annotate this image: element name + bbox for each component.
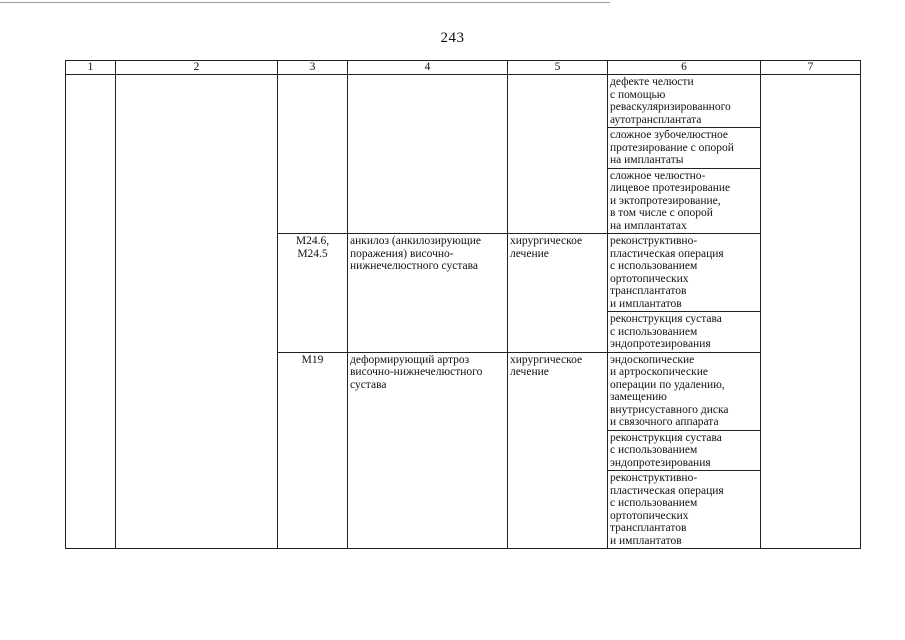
disease-code-cell (278, 75, 348, 234)
cell-line: сложное зубочелюстное (610, 129, 728, 141)
cell-line: с использованием (610, 497, 698, 509)
table-row (66, 75, 861, 128)
column-number: 4 (348, 61, 508, 75)
cell-line: лицевое протезирование (610, 182, 731, 194)
cell-line: эндопротезирования (610, 338, 711, 350)
cell-line: дефекте челюсти (610, 76, 694, 88)
cell-line: с использованием (610, 260, 698, 272)
treatment-type-cell (508, 234, 608, 353)
treatment-method-cell (608, 430, 761, 471)
cell-line: M24.5 (297, 247, 328, 260)
cell-line: трансплантатов (610, 522, 687, 534)
cell-line: реконструкция сустава (610, 431, 722, 444)
disease-code-cell (278, 352, 348, 549)
cell-line: пластическая операция (610, 247, 724, 260)
cell-line: в том числе с опорой (610, 207, 713, 219)
cell-line: и артроскопические (610, 366, 708, 378)
cell-line: нижнечелюстного сустава (350, 260, 478, 272)
cell-line: замещению (610, 391, 667, 403)
cell-line: реконструктивно- (610, 472, 698, 484)
cell-line: аутотрансплантата (610, 113, 702, 126)
medical-care-table (65, 60, 861, 549)
cell-line: анкилоз (анкилозирующие (350, 235, 481, 247)
cell-line: эндопротезирования (610, 456, 711, 469)
cell-line: хирургическое (510, 235, 583, 247)
cell-line: сложное челюстно- (610, 169, 706, 182)
cell-line: и связочного аппарата (610, 416, 719, 428)
treatment-method-cell (608, 234, 761, 312)
cell-line: с использованием (610, 444, 698, 456)
cell-line: и эктопротезирование, (610, 194, 721, 207)
page-number: 243 (440, 30, 465, 46)
treatment-method-cell (608, 312, 761, 353)
cell-line: деформирующий артроз (350, 353, 470, 366)
cell-line: височно-нижнечелюстного (350, 366, 483, 378)
cell-line: M24.6, (295, 235, 330, 247)
cell-line: поражения) височно- (350, 247, 454, 260)
treatment-method-cell (608, 128, 761, 169)
page-top-rule (0, 2, 610, 3)
cell-line: внутрисуставного диска (610, 403, 729, 416)
col7-cell (761, 75, 861, 549)
column-number: 5 (508, 61, 608, 75)
treatment-method-cell (608, 352, 761, 430)
cell-line: протезирование с опорой (610, 141, 734, 154)
column-number: 2 (116, 61, 278, 75)
cell-line: пластическая операция (610, 484, 724, 497)
cell-line: ортотопических (610, 509, 689, 522)
column-number: 7 (761, 61, 861, 75)
disease-model-cell (348, 352, 508, 549)
cell-line: на имплантатах (610, 219, 687, 232)
cell-line: с использованием (610, 325, 698, 338)
treatment-method-cell (608, 168, 761, 234)
cell-line: реконструктивно- (610, 235, 698, 247)
cell-line: реваскуляризированного (610, 101, 731, 113)
treatment-type-cell (508, 352, 608, 549)
cell-line: сустава (350, 378, 387, 391)
disease-code-cell (278, 234, 348, 353)
column-number: 3 (278, 61, 348, 75)
cell-line: и имплантатов (610, 297, 682, 310)
treatment-method-cell (608, 75, 761, 128)
cell-line: хирургическое (510, 353, 583, 366)
cell-line: с помощью (610, 88, 666, 101)
cell-line: лечение (510, 366, 549, 378)
treatment-method-cell (608, 471, 761, 549)
cell-line: реконструкция сустава (610, 313, 722, 325)
cell-line: операции по удалению, (610, 378, 725, 391)
column-number: 6 (608, 61, 761, 75)
cell-line: эндоскопические (610, 353, 695, 366)
cell-line: ортотопических (610, 272, 689, 285)
cell-line: M19 (301, 353, 324, 366)
cell-line: трансплантатов (610, 285, 687, 297)
col1-cell (66, 75, 116, 549)
cell-line: лечение (510, 247, 549, 260)
column-number-row (66, 61, 861, 75)
disease-model-cell (348, 75, 508, 234)
cell-line: и имплантатов (610, 534, 682, 547)
disease-model-cell (348, 234, 508, 353)
col2-cell (116, 75, 278, 549)
column-number: 1 (66, 61, 116, 75)
cell-line: на имплантаты (610, 154, 684, 166)
treatment-type-cell (508, 75, 608, 234)
